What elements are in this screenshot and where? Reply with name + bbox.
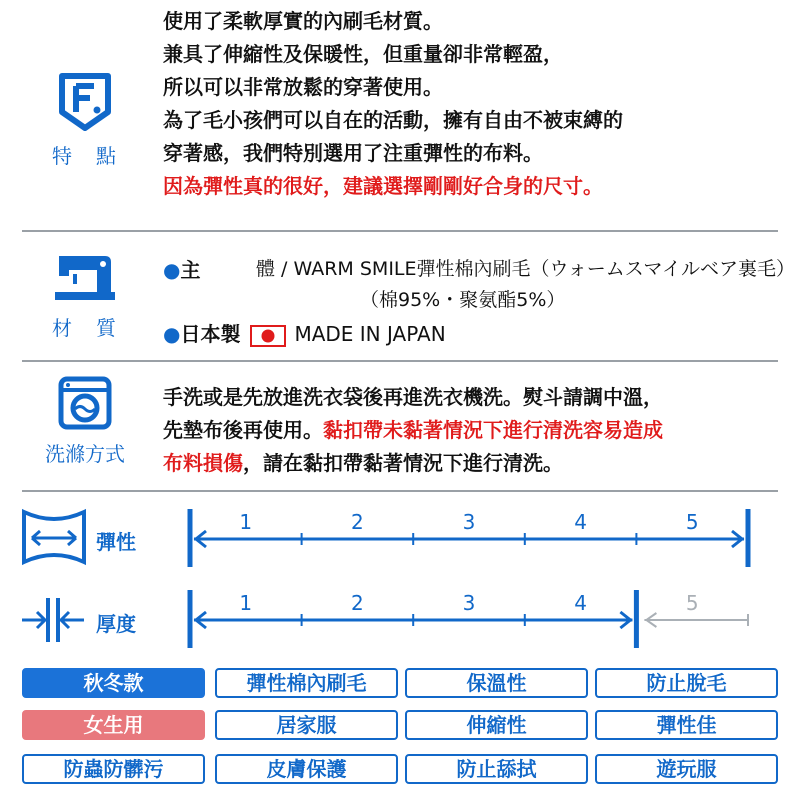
features-line: 所以可以非常放鬆的穿著使用。: [163, 75, 443, 99]
washing-text-red: 黏扣帶未黏著情況下進行清洗容易造成: [323, 418, 663, 442]
scale-number: 3: [462, 510, 476, 534]
feature-tag: 彈性棉內刷毛: [215, 668, 398, 698]
thickness-icon: [18, 596, 88, 644]
material-label: 材 質: [52, 316, 118, 340]
washing-label: 洗滌方式: [45, 442, 125, 466]
bullet-dot-icon: ●: [163, 258, 181, 282]
thickness-scale: [160, 586, 760, 656]
washing-icon-group: [30, 376, 140, 467]
feature-tag: 防止舔拭: [405, 754, 588, 784]
feature-tag: 遊玩服: [595, 754, 778, 784]
elasticity-stretch-icon: [22, 508, 86, 566]
tag-f-icon: [54, 72, 116, 132]
washing-text-red: 布料損傷: [163, 451, 243, 475]
material-main-prefix: 主: [180, 258, 201, 282]
washing-text-black: 先墊布後再使用。: [163, 418, 323, 442]
material-composition: （棉95%・聚氨酯5%）: [360, 289, 566, 311]
features-text: [163, 5, 623, 203]
scale-number: 4: [574, 510, 587, 534]
japan-flag-icon: [250, 325, 286, 347]
features-line: 使用了柔軟厚實的內刷毛材質。: [163, 9, 443, 33]
features-icon-group: [30, 72, 140, 169]
feature-tag: 皮膚保護: [215, 754, 398, 784]
material-origin-row: [163, 318, 446, 347]
washing-line: 手洗或是先放進洗衣袋後再進洗衣機洗。熨斗請調中溫，: [163, 385, 663, 409]
feature-tag: 女生用: [22, 710, 205, 740]
feature-tag: 防止脫毛: [595, 668, 778, 698]
scale-number: 5: [685, 510, 699, 534]
features-line: 穿著感，我們特別選用了注重彈性的布料。: [163, 141, 543, 165]
washing-text-black: ，請在黏扣帶黏著情況下進行清洗。: [243, 451, 563, 475]
material-main-row: [163, 254, 200, 283]
feature-tag: 居家服: [215, 710, 398, 740]
features-line: 為了毛小孩們可以自在的活動，擁有自由不被束縛的: [163, 108, 623, 132]
feature-tag: 保溫性: [405, 668, 588, 698]
washing-machine-icon: [58, 376, 112, 430]
origin-jp: 日本製: [180, 322, 241, 346]
scale-number: 1: [239, 591, 253, 615]
material-main-text: 體 / WARM SMILE彈性棉內刷毛（ウォームスマイルベア裏毛）: [256, 258, 795, 280]
scale-number: 4: [574, 591, 587, 615]
features-label: 特 點: [52, 144, 118, 168]
origin-en: MADE IN JAPAN: [294, 322, 446, 346]
features-line: 兼具了伸縮性及保暖性，但重量卻非常輕盈，: [163, 42, 563, 66]
material-icon-group: [30, 252, 140, 341]
feature-tag: 秋冬款: [22, 668, 205, 698]
section-divider: [22, 230, 778, 232]
washing-line: [163, 414, 663, 447]
scale-number: 5: [685, 591, 699, 615]
scale-number: 3: [462, 591, 476, 615]
sewing-machine-icon: [53, 252, 117, 304]
thickness-label: 厚度: [96, 612, 136, 636]
features-warning: 因為彈性真的很好，建議選擇剛剛好合身的尺寸。: [163, 174, 603, 198]
feature-tag: 防蟲防髒污: [22, 754, 205, 784]
scale-number: 2: [351, 510, 364, 534]
section-divider: [22, 360, 778, 362]
elasticity-label: 彈性: [96, 530, 136, 554]
washing-line: [163, 447, 663, 480]
section-divider: [22, 490, 778, 492]
scale-number: 1: [239, 510, 253, 534]
bullet-dot-icon: ●: [163, 322, 181, 346]
feature-tag: 彈性佳: [595, 710, 778, 740]
scale-number: 2: [351, 591, 364, 615]
feature-tag: 伸縮性: [405, 710, 588, 740]
washing-text: [163, 381, 663, 480]
elasticity-scale: [180, 505, 760, 575]
